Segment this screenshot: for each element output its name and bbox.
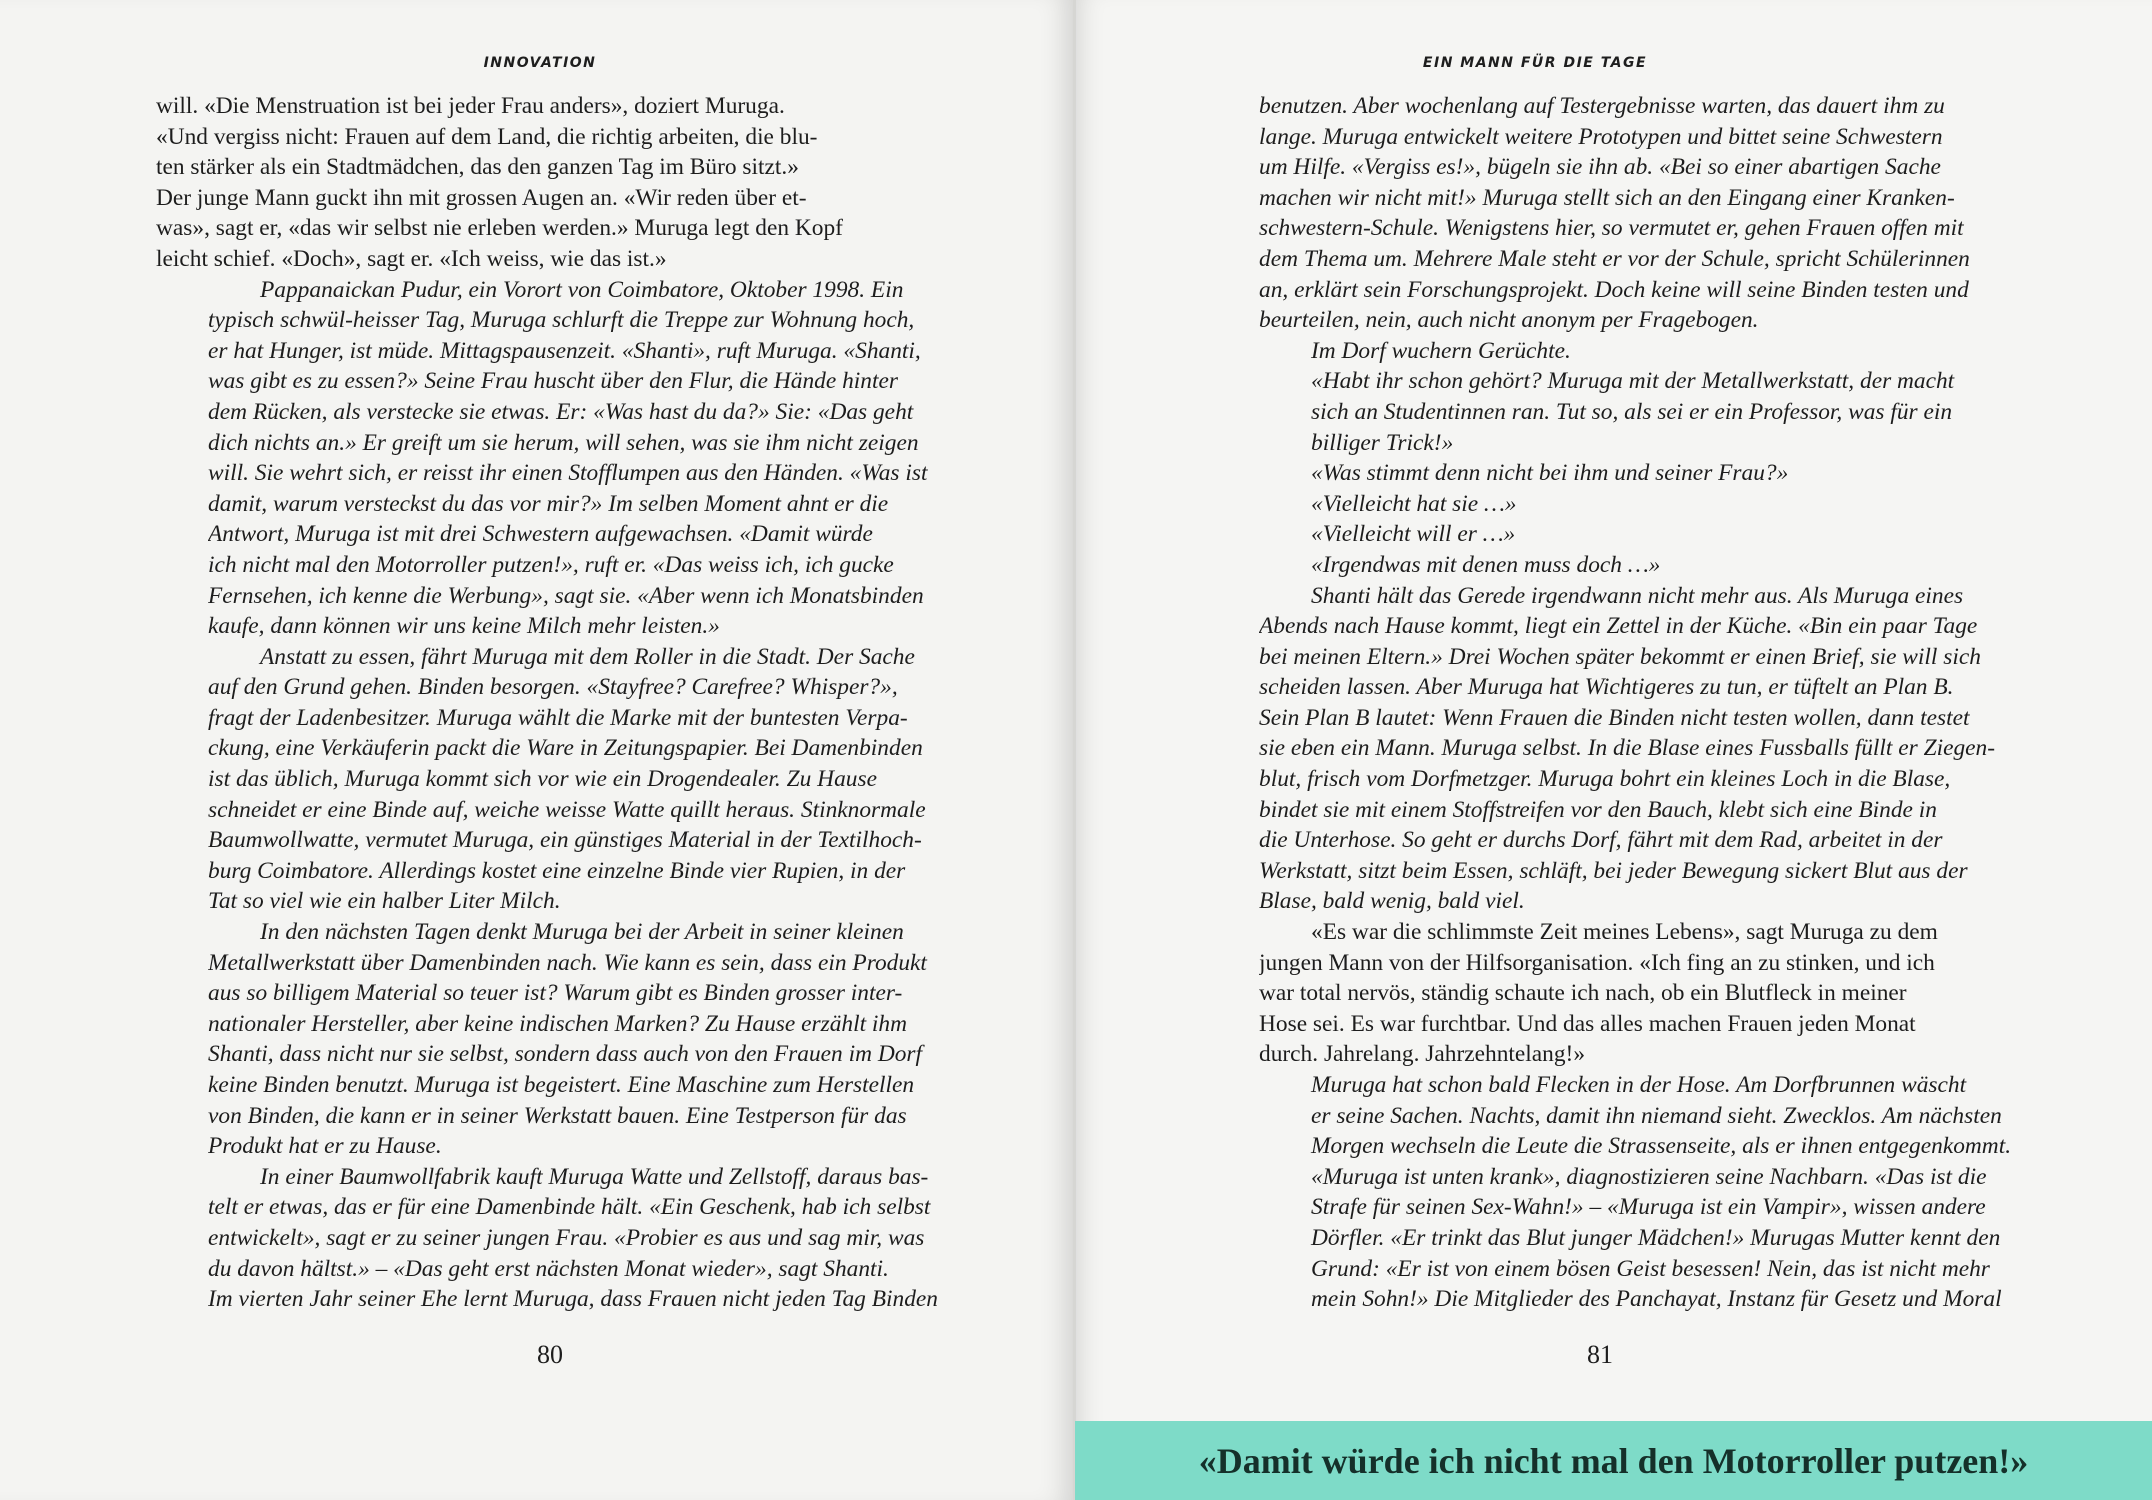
text-line: lange. Muruga entwickelt weitere Prototypen und bittet seine Schwestern <box>1259 123 1943 150</box>
text-line: auf den Grund gehen. Binden besorgen. «Stayfree? Carefree? Whisper?», <box>208 674 898 701</box>
text-line: Metallwerkstatt über Damenbinden nach. Wie kann es sein, dass ein Produkt <box>208 949 927 976</box>
text-line: jungen Mann von der Hilfsorganisation. «Ich fing an zu stinken, und ich <box>1259 949 1935 976</box>
right-text-block <box>1259 91 2070 1315</box>
running-head-left: INNOVATION <box>483 55 597 71</box>
text-line: «Was stimmt denn nicht bei ihm und seiner Frau?» <box>1311 460 1789 487</box>
left-page <box>0 0 1075 1500</box>
text-line: was gibt es zu essen?» Seine Frau huscht über den Flur, die Hände hinter <box>208 368 898 395</box>
text-line: keine Binden benutzt. Muruga ist begeistert. Eine Maschine zum Herstellen <box>208 1072 915 1098</box>
text-line: will. Sie wehrt sich, er reisst ihr einen Stofflumpen aus den Händen. «Was ist <box>208 460 928 487</box>
text-line: die Unterhose. So geht er durchs Dorf, fährt mit dem Rad, arbeitet in der <box>1259 827 1943 854</box>
text-line: kaufe, dann können wir uns keine Milch mehr leisten.» <box>208 613 720 640</box>
text-line: Shanti hält das Gerede irgendwann nicht mehr aus. Als Muruga eines <box>1311 582 1964 609</box>
text-line: Hose sei. Es war furchtbar. Und das alles machen Frauen jeden Monat <box>1259 1010 1916 1037</box>
text-line: mein Sohn!» Die Mitglieder des Panchayat, Instanz für Gesetz und Moral <box>1311 1286 2002 1313</box>
text-line: «Es war die schlimmste Zeit meines Lebens», sagt Muruga zu dem <box>1311 919 1938 946</box>
text-line: was», sagt er, «das wir selbst nie erleben werden.» Muruga legt den Kopf <box>156 215 843 242</box>
text-line: benutzen. Aber wochenlang auf Testergebnisse warten, das dauert ihm zu <box>1259 93 1945 119</box>
text-line: sich an Studentinnen ran. Tut so, als sei er ein Professor, was für ein <box>1311 398 1953 425</box>
left-text-block <box>156 91 948 1315</box>
text-line: burg Coimbatore. Allerdings kostet eine einzelne Binde vier Rupien, in der <box>208 857 906 884</box>
text-line: er seine Sachen. Nachts, damit ihn niemand sieht. Zwecklos. Am nächsten <box>1311 1102 2002 1129</box>
text-line: war total nervös, ständig schaute ich nach, ob ein Blutfleck in meiner <box>1259 980 1907 1007</box>
text-line: machen wir nicht mit!» Muruga stellt sich an den Eingang einer Kranken- <box>1259 184 1955 211</box>
text-line: ckung, eine Verkäuferin packt die Ware in Zeitungspapier. Bei Damenbinden <box>208 735 923 762</box>
text-line: typisch schwül-heisser Tag, Muruga schlurft die Treppe zur Wohnung hoch, <box>208 307 915 334</box>
text-line: Baumwollwatte, vermutet Muruga, ein günstiges Material in der Textilhoch- <box>208 827 922 854</box>
running-head-right: EIN MANN FÜR DIE TAGE <box>1422 55 1648 71</box>
text-line: sie eben ein Mann. Muruga selbst. In die Blase eines Fussballs füllt er Ziegen- <box>1259 735 1996 762</box>
text-line: dem Rücken, als verstecke sie etwas. Er: «Was hast du da?» Sie: «Das geht <box>208 398 914 425</box>
text-line: ich nicht mal den Motorroller putzen!», ruft er. «Das weiss ich, ich gucke <box>208 551 894 578</box>
text-line: um Hilfe. «Vergiss es!», bügeln sie ihn ab. «Bei so einer abartigen Sache <box>1259 154 1941 181</box>
text-line: entwickelt», sagt er zu seiner jungen Frau. «Probier es aus und sag mir, was <box>208 1224 925 1251</box>
text-line: an, erklärt sein Forschungsprojekt. Doch keine will seine Binden testen und <box>1259 276 1969 303</box>
text-line: «Muruga ist unten krank», diagnostizieren seine Nachbarn. «Das ist die <box>1311 1163 1987 1190</box>
text-line: Tat so viel wie ein halber Liter Milch. <box>208 888 561 915</box>
text-line: In den nächsten Tagen denkt Muruga bei der Arbeit in seiner kleinen <box>260 919 904 946</box>
text-line: dem Thema um. Mehrere Male steht er vor der Schule, spricht Schülerinnen <box>1259 245 1970 272</box>
text-line: billiger Trick!» <box>1311 429 1454 456</box>
text-line: nationaler Hersteller, aber keine indischen Marken? Zu Hause erzählt ihm <box>208 1010 908 1037</box>
text-line: Muruga hat schon bald Flecken in der Hose. Am Dorfbrunnen wäscht <box>1311 1072 1967 1098</box>
text-line: Antwort, Muruga ist mit drei Schwestern aufgewachsen. «Damit würde <box>208 521 873 548</box>
text-line: Anstatt zu essen, fährt Muruga mit dem Roller in die Stadt. Der Sache <box>260 643 915 670</box>
text-line: von Binden, die kann er in seiner Werkstatt bauen. Eine Testperson für das <box>208 1102 907 1129</box>
right-page <box>1075 0 2152 1500</box>
text-line: schneidet er eine Binde auf, weiche weisse Watte quillt heraus. Stinknormale <box>208 796 926 823</box>
text-line: er hat Hunger, ist müde. Mittagspausenzeit. «Shanti», ruft Muruga. «Shanti, <box>208 337 921 364</box>
text-line: leicht schief. «Doch», sagt er. «Ich weiss, wie das ist.» <box>156 245 667 272</box>
text-line: Im vierten Jahr seiner Ehe lernt Muruga, dass Frauen nicht jeden Tag Binden <box>208 1286 938 1313</box>
text-line: Blase, bald wenig, bald viel. <box>1259 888 1525 915</box>
page-number-right: 81 <box>1587 1340 1613 1369</box>
text-line: Werkstatt, sitzt beim Essen, schläft, bei jeder Bewegung sickert Blut aus der <box>1259 857 1968 884</box>
text-line: Sein Plan B lautet: Wenn Frauen die Binden nicht testen wollen, dann testet <box>1259 704 1970 731</box>
text-line: ist das üblich, Muruga kommt sich vor wie ein Drogendealer. Zu Hause <box>208 766 877 793</box>
text-line: Produkt hat er zu Hause. <box>208 1133 442 1160</box>
text-line: Morgen wechseln die Leute die Strassenseite, als er ihnen entgegenkommt. <box>1311 1133 2012 1160</box>
text-line: bindet sie mit einem Stoffstreifen vor den Bauch, klebt sich eine Binde in <box>1259 796 1937 823</box>
text-line: ten stärker als ein Stadtmädchen, das den ganzen Tag im Büro sitzt.» <box>156 154 799 181</box>
text-line: durch. Jahrelang. Jahrzehntelang!» <box>1259 1041 1586 1068</box>
text-line: Grund: «Er ist von einem bösen Geist besessen! Nein, das ist nicht mehr <box>1311 1255 1990 1282</box>
text-line: Abends nach Hause kommt, liegt ein Zettel in der Küche. «Bin ein paar Tage <box>1259 613 1978 640</box>
text-line: «Irgendwas mit denen muss doch …» <box>1311 551 1661 578</box>
text-line: Dörfler. «Er trinkt das Blut junger Mädchen!» Murugas Mutter kennt den <box>1311 1224 2001 1251</box>
text-line: dich nichts an.» Er greift um sie herum, will sehen, was sie ihm nicht zeigen <box>208 429 919 456</box>
pull-quote-text: «Damit würde ich nicht mal den Motorroller putzen!» <box>1198 1440 2029 1481</box>
text-line: beurteilen, nein, auch nicht anonym per Fragebogen. <box>1259 307 1759 334</box>
text-line: Shanti, dass nicht nur sie selbst, sondern dass auch von den Frauen im Dorf <box>208 1041 923 1068</box>
text-line: schwestern-Schule. Wenigstens hier, so vermutet er, gehen Frauen offen mit <box>1259 215 1964 242</box>
text-line: Strafe für seinen Sex-Wahn!» – «Muruga ist ein Vampir», wissen andere <box>1311 1194 1986 1221</box>
text-line: blut, frisch vom Dorfmetzger. Muruga bohrt ein kleines Loch in die Blase, <box>1259 766 1951 793</box>
text-line: «Vielleicht hat sie …» <box>1311 490 1517 517</box>
text-line: scheiden lassen. Aber Muruga hat Wichtigeres zu tun, er tüftelt an Plan B. <box>1259 674 1954 701</box>
italic-passage <box>156 275 948 1315</box>
text-line: Fernsehen, ich kenne die Werbung», sagt sie. «Aber wenn ich Monatsbinden <box>208 582 924 609</box>
text-line: «Und vergiss nicht: Frauen auf dem Land, die richtig arbeiten, die blu- <box>156 123 818 150</box>
text-line: «Vielleicht will er …» <box>1311 521 1516 548</box>
page-number-left: 80 <box>537 1340 563 1369</box>
text-line: Im Dorf wuchern Gerüchte. <box>1311 337 1571 364</box>
book-gutter <box>1073 0 1076 1500</box>
text-line: bei meinen Eltern.» Drei Wochen später bekommt er einen Brief, sie will sich <box>1259 643 1981 670</box>
text-line: aus so billigem Material so teuer ist? Warum gibt es Binden grosser inter- <box>208 980 903 1007</box>
pull-quote-banner <box>1075 1421 2152 1500</box>
text-line: du davon hältst.» – «Das geht erst nächsten Monat wieder», sagt Shanti. <box>208 1255 889 1282</box>
text-line: telt er etwas, das er für eine Damenbinde hält. «Ein Geschenk, hab ich selbst <box>208 1194 931 1221</box>
text-line: damit, warum versteckst du das vor mir?» Im selben Moment ahnt er die <box>208 490 889 517</box>
text-line: «Habt ihr schon gehört? Muruga mit der Metallwerkstatt, der macht <box>1311 368 1955 395</box>
text-line: Pappanaickan Pudur, ein Vorort von Coimbatore, Oktober 1998. Ein <box>260 276 904 303</box>
text-line: In einer Baumwollfabrik kauft Muruga Watte und Zellstoff, daraus bas- <box>260 1163 929 1190</box>
text-line: fragt der Ladenbesitzer. Muruga wählt die Marke mit der buntesten Verpa- <box>208 704 908 731</box>
text-line: will. «Die Menstruation ist bei jeder Frau anders», doziert Muruga. <box>156 93 785 119</box>
text-line: Der junge Mann guckt ihn mit grossen Augen an. «Wir reden über et- <box>156 184 807 211</box>
